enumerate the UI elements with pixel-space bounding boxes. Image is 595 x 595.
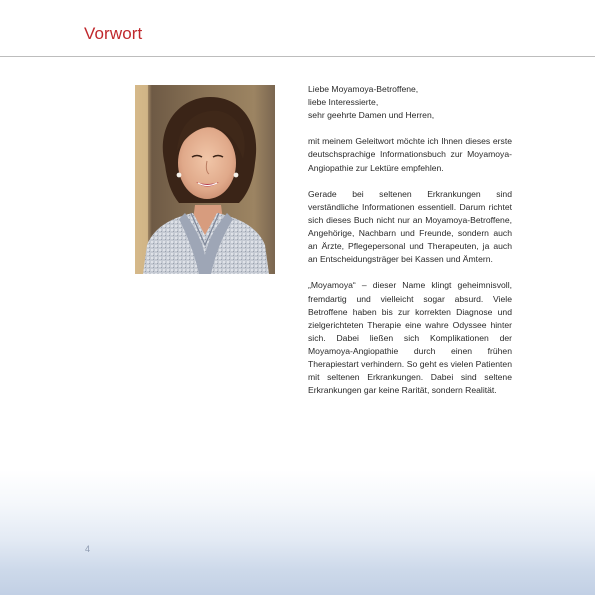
paragraph-moyamoya: „Moyamoya“ – dieser Name klingt geheimnisvoll, fremdartig und vielleicht sogar absurd. Viele Betroffene haben bis zur korrekten Diagnose und zielgerichteten Therapie eine wahre Odyssee hinter sich. Dabei ließen sich Komplikationen der Moyamoya-Angiopathie durch einen frühen Therapiestart verhindern. So geht es vielen Patienten mit seltenen Erkrankungen. Dabei sind seltene Erkrankungen gar keine Rarität, sondern Realität. [308,280,512,396]
salutation-line: sehr geehrte Damen und Herren, [308,110,435,121]
paragraph-audience: Gerade bei seltenen Erkrankungen sind verständliche Informationen essentiell. Darum richtet sich dieses Buch nicht nur an Moyamoya-Betroffene, Angehörige, Nachbarn und Freunde, sondern auch an Ärzte, Pflegepersonal und Therapeuten, ja auch an Entscheidungsträger bei Kassen und Ämtern. [308,188,512,265]
page-header [0,0,595,56]
salutation [308,83,512,122]
paragraph-recommendation: mit meinem Geleitwort möchte ich Ihnen dieses erste deutschsprachige Informationsbuch zur Moyamoya-Angiopathie zur Lektüre empfehlen. [308,136,512,173]
foreword-text [308,83,512,410]
portrait-photo-icon [135,85,275,274]
page-number: 4 [85,544,91,554]
salutation-line: Liebe Moyamoya-Betroffene, [308,84,419,94]
portrait-photo [135,85,275,274]
salutation-line: liebe Interessierte, [308,97,379,108]
header-divider [0,56,595,57]
page-title: Vorwort [84,24,143,43]
